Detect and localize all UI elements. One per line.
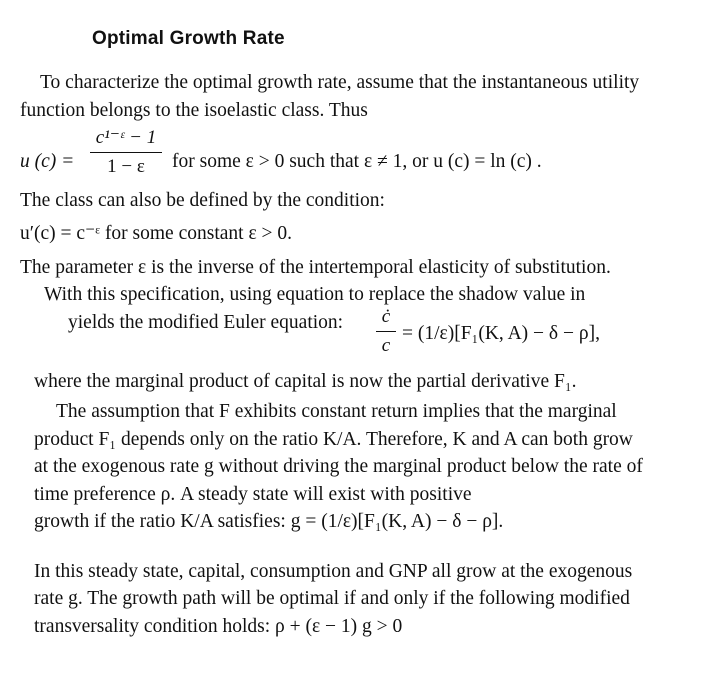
fraction-numerator: ċ — [381, 306, 391, 327]
fraction-denominator: c — [381, 335, 391, 357]
equation-fraction — [90, 126, 162, 178]
text-line: With this specification, using equation to replace the shadow value in — [44, 284, 586, 305]
text-line: yields the modified Euler equation: — [68, 312, 344, 333]
text-line: To characterize the optimal growth rate, assume that the instantaneous utility — [40, 72, 640, 93]
fraction-denominator: 1 − ε — [107, 156, 145, 178]
text-line: u′(c) = c⁻ᵋ for some constant ε > 0. — [20, 223, 293, 244]
text-line: where the marginal product of capital is now the partial derivative F₁. — [34, 371, 577, 392]
text-line: time preference ρ. A steady state will exist with positive — [34, 484, 472, 505]
text-line: rate g. The growth path will be optimal if and only if the following modified — [34, 588, 630, 609]
fraction-numerator: c¹⁻ᵋ − 1 — [95, 127, 157, 148]
text-line: function belongs to the isoelastic class. Thus — [20, 100, 368, 121]
text-line: In this steady state, capital, consumption and GNP all grow at the exogenous — [34, 561, 633, 582]
euler-rhs: = (1/ε)[F₁(K, A) − δ − ρ], — [402, 323, 600, 344]
text-line: growth if the ratio K/A satisfies: g = (1/ε)[F₁(K, A) − δ − ρ]. — [34, 511, 504, 532]
equation-lhs: u (c) = — [20, 151, 75, 172]
page-title: Optimal Growth Rate — [92, 28, 285, 49]
text-line: The assumption that F exhibits constant return implies that the marginal — [56, 401, 617, 422]
text-line: The class can also be defined by the condition: — [20, 190, 385, 211]
equation-rhs: for some ε > 0 such that ε ≠ 1, or u (c) = ln (c) . — [172, 151, 542, 172]
euler-fraction — [376, 306, 396, 357]
text-line: transversality condition holds: ρ + (ε − 1) g > 0 — [34, 616, 403, 637]
text-line: product F₁ depends only on the ratio K/A. Therefore, K and A can both grow — [34, 429, 633, 450]
text-line: The parameter ε is the inverse of the intertemporal elasticity of substitution. — [20, 257, 611, 278]
text-line: at the exogenous rate g without driving the marginal product below the rate of — [34, 456, 643, 477]
